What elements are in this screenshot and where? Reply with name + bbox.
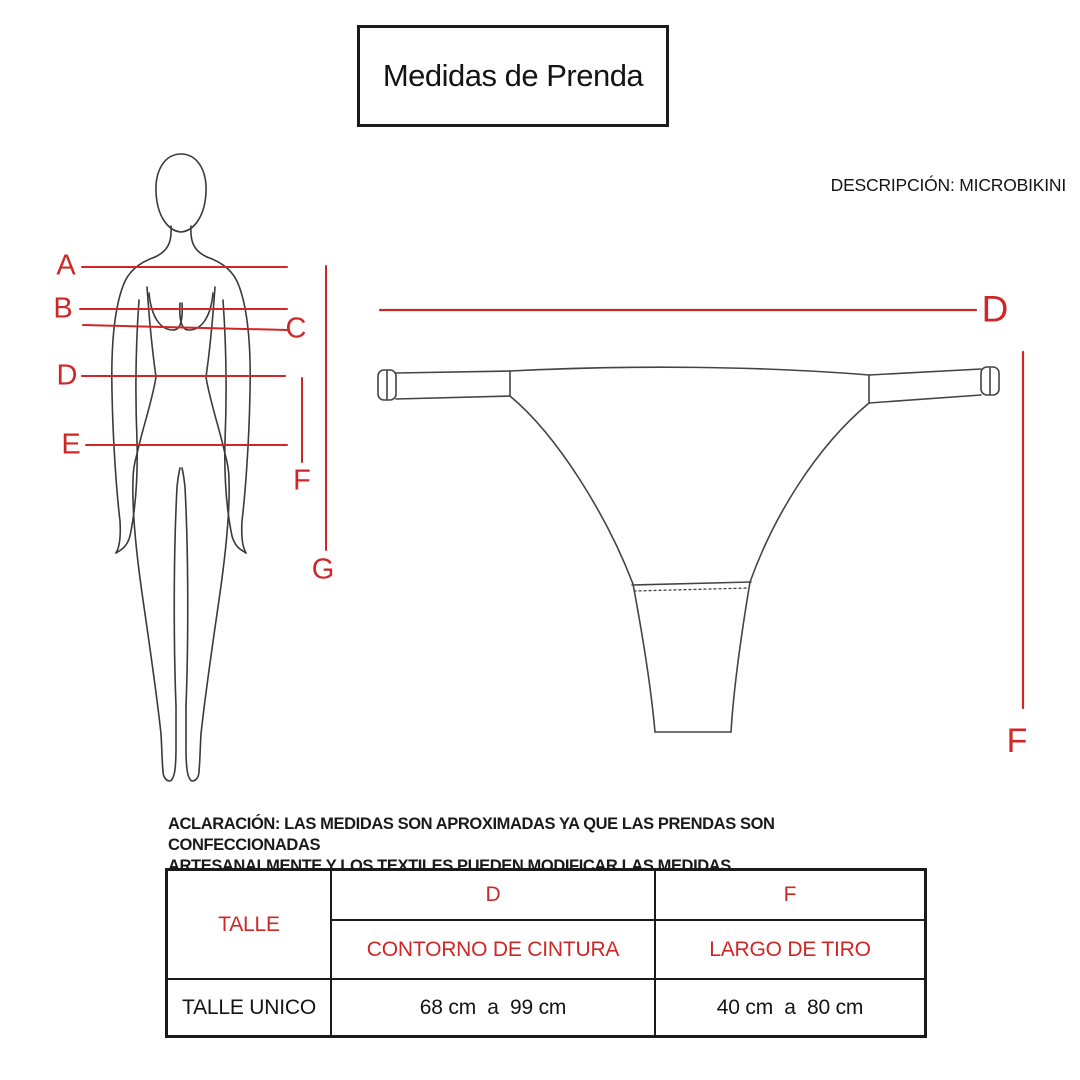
- disclaimer-line-1: ACLARACIÓN: LAS MEDIDAS SON APROXIMADAS YA QUE LAS PRENDAS SON CONFECCIONADAS: [168, 815, 775, 854]
- disclaimer-line-2: ARTESANALMENTE Y LOS TEXTILES PUEDEN MODIFICAR LAS MEDIDAS.: [168, 857, 736, 875]
- figure-measure-lines: [80, 266, 326, 550]
- table-header-letter-d: D: [332, 871, 656, 921]
- garment-measure-lines: [380, 310, 1023, 708]
- table-subheader-contorno: CONTORNO DE CINTURA: [332, 921, 656, 980]
- page-title: Medidas de Prenda: [382, 58, 644, 93]
- figure-label-c: C: [285, 312, 307, 345]
- figure-label-b: B: [53, 292, 73, 325]
- table-header-letter-f: F: [656, 871, 924, 921]
- thong-drawing: [378, 367, 999, 732]
- garment-rise-label: F: [1006, 722, 1028, 760]
- description-label: DESCRIPCIÓN: MICROBIKINI: [830, 175, 1066, 195]
- table-subheader-largo: LARGO DE TIRO: [656, 921, 924, 980]
- garment-waist-label: D: [981, 288, 1009, 330]
- table-header-talle: TALLE: [168, 871, 332, 980]
- mannequin-drawing: [112, 154, 250, 781]
- figure-label-f: F: [293, 464, 311, 497]
- table-cell-size: TALLE UNICO: [168, 980, 332, 1035]
- figure-label-d: D: [56, 359, 78, 392]
- table-cell-waist-range: 68 cm a 99 cm: [332, 980, 656, 1035]
- figure-label-e: E: [61, 428, 81, 461]
- table-cell-rise-range: 40 cm a 80 cm: [716, 995, 864, 1019]
- figure-label-g: G: [311, 553, 335, 586]
- figure-label-a: A: [56, 249, 76, 282]
- size-table: [165, 868, 927, 1038]
